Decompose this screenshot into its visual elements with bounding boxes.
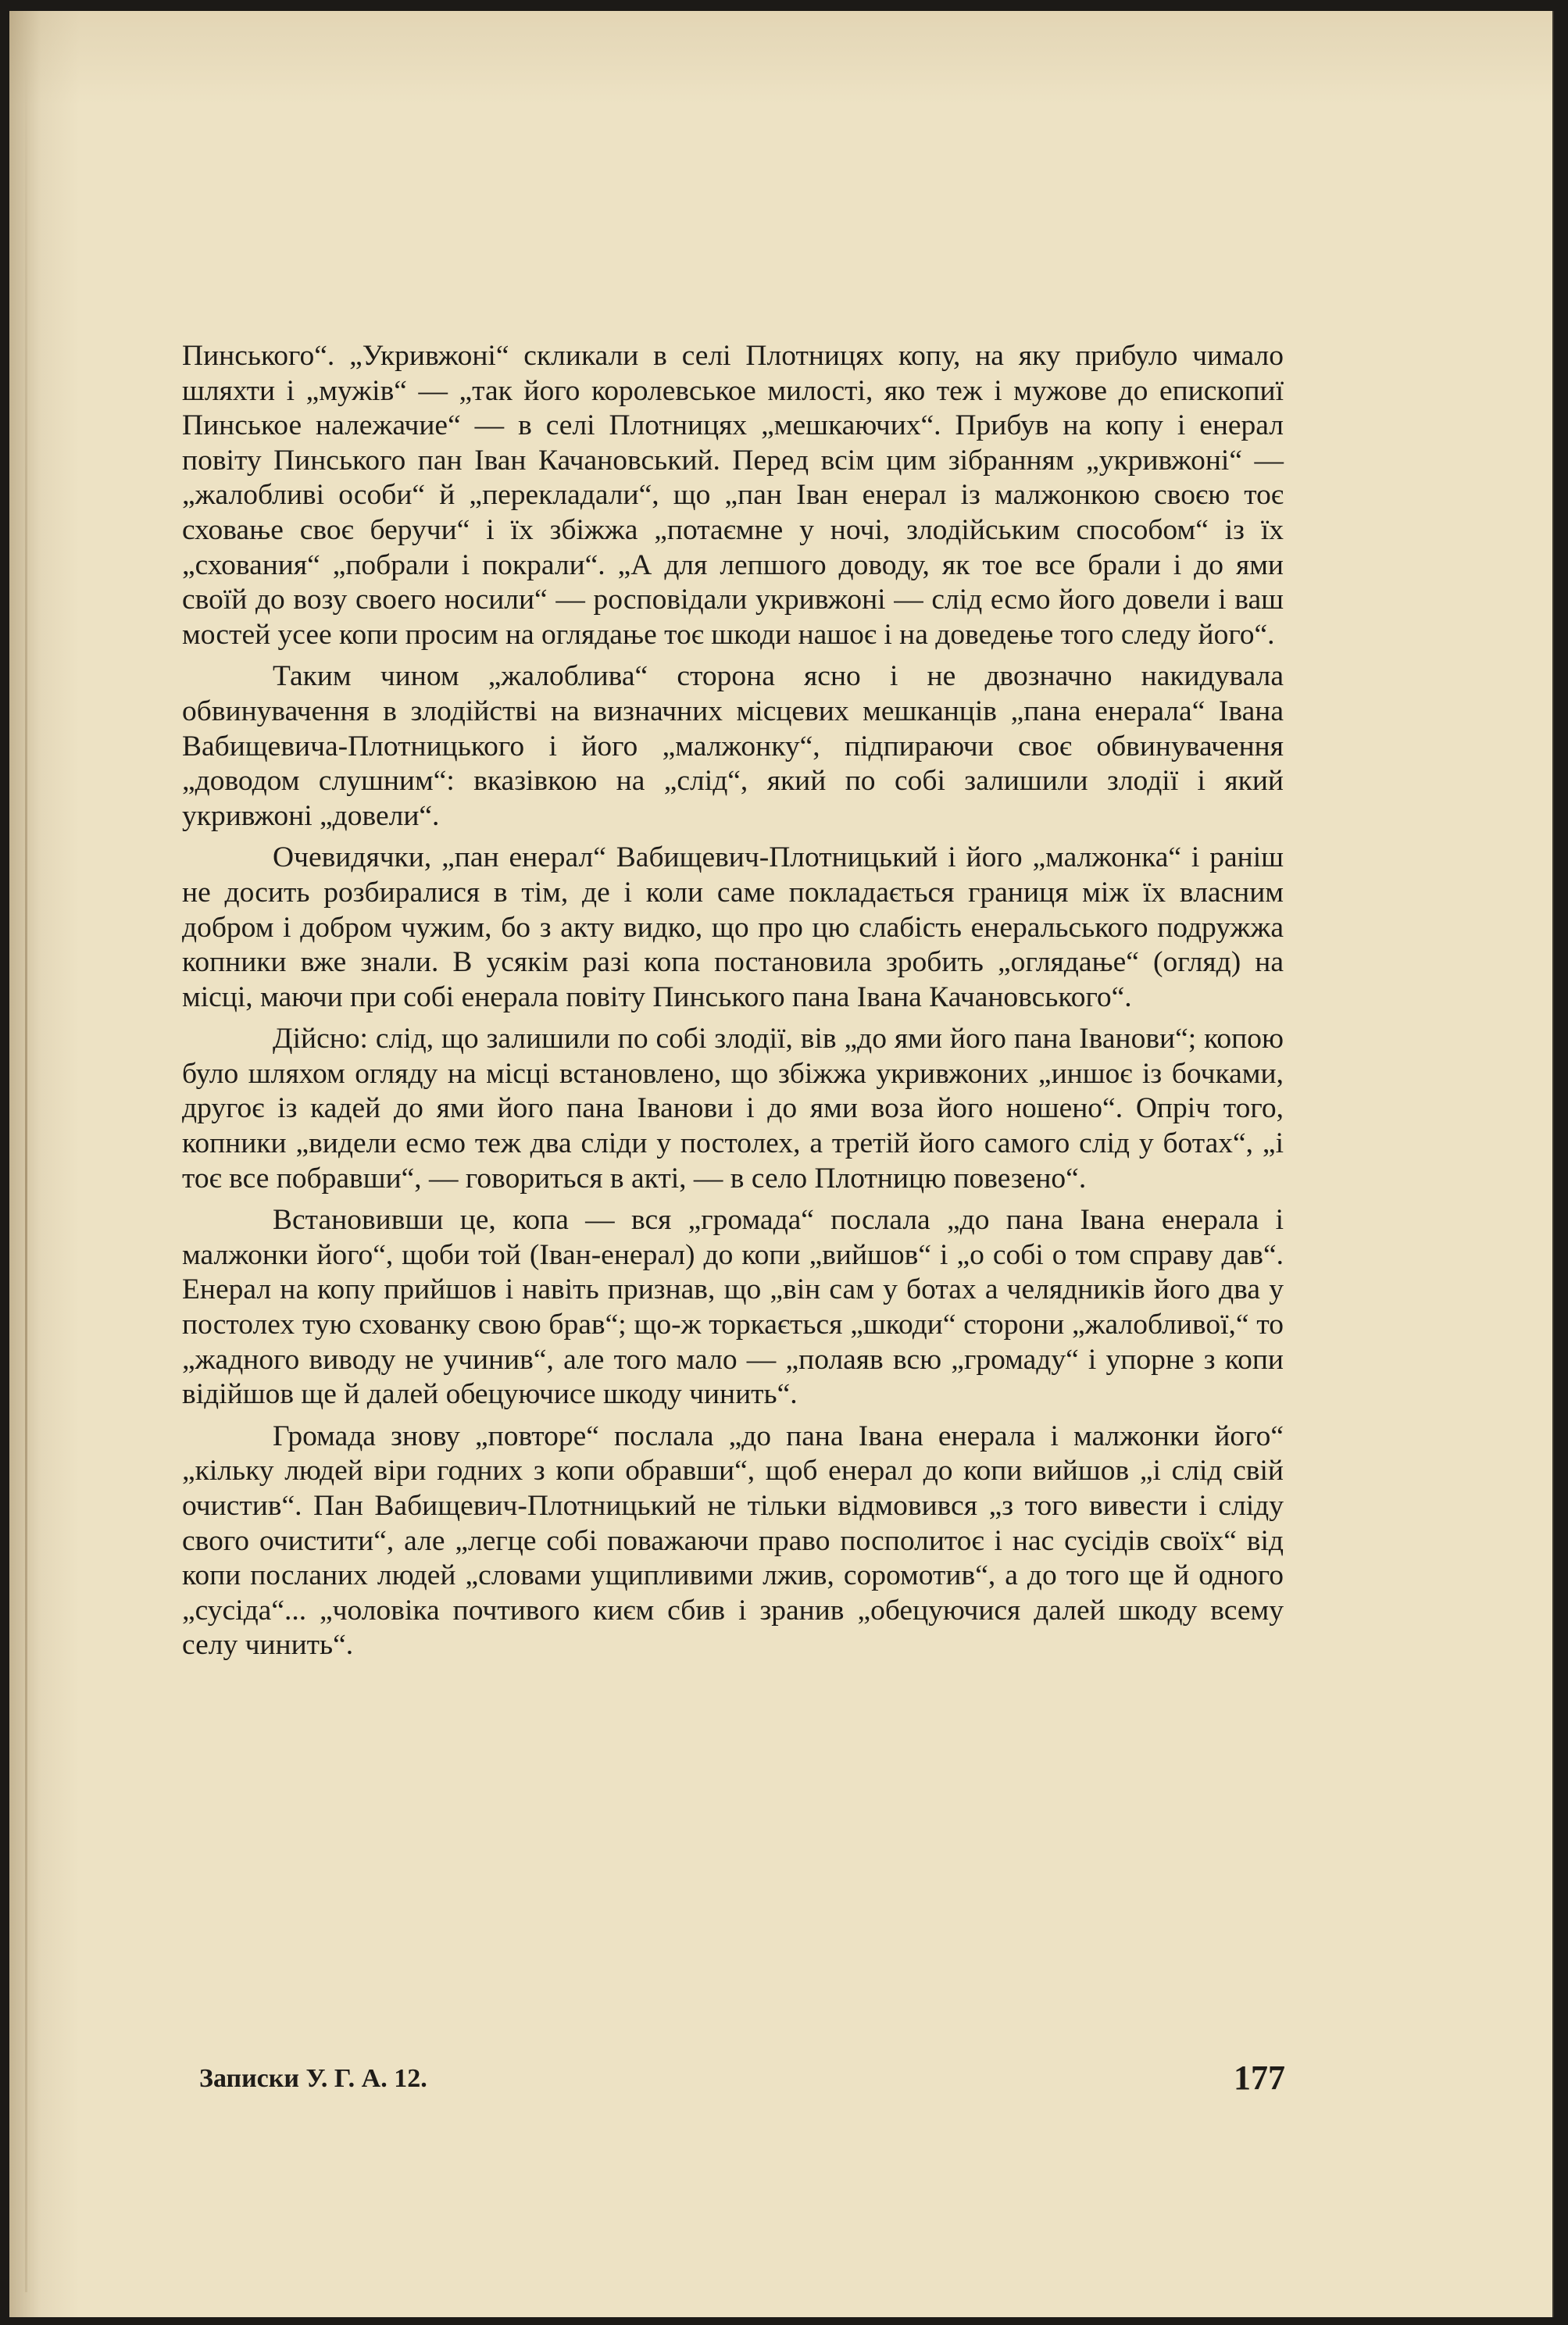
paragraph: Пинського“. „Укривжоні“ скликали в селі Плотницях копу, на яку прибуло чимало шляхти і „мужів“ — „так його королевськое милості, яко теж і мужове до епископиї Пинськое належачие“ — в селі Плотницях „мешкаючих“. Прибув на копу і енерал повіту Пинського пан Іван Качановський. Перед всім цим зібранням „укривжоні“ — „жалобливі особи“ й „перекладали“, що „пан Іван енерал із малжонкою своєю тоє сховање своє беручи“ і їх збіжжа „потаємне у ночі, злодійським способом“ із їх „схования“ „побрали і покрали“. „А для лепшого доводу, як тое все брали і до ями своїй до возу своего носили“ — росповідали укривжоні — слід есмо його довели і ваш мостей усее копи просим на оглядање тоє шкоди нашоє і на доведење того следу його“. xyxy=(182,340,1284,651)
running-footer-title: Записки У. Г. А. 12. xyxy=(199,2064,427,2093)
paragraph: Таким чином „жалоблива“ сторона ясно і не двозначно накидувала обвинувачення в злодійстві на визначних місцевих мешканців „пана енерала“ Івана Вабищевича-Плотницького і його „малжонку“, підпираючи своє обвинувачення „доводом слушним“: вказівкою на „слід“, який по собі залишили злодії і який укривжоні „довели“. xyxy=(182,660,1284,832)
paragraph: Встановивши це, копа — вся „громада“ послала „до пана Івана енерала і малжонки його“, щоби той (Іван-енерал) до копи „вийшов“ і „о собі о том справу дав“. Енерал на копу прийшов і навіть признав, що „він сам у ботах а челядників його два у постолех тую схованку свою брав“; що-ж торкається „шкоди“ сторони „жалобливої,“ то „жадного виводу не учинив“, але того мало — „полаяв всю „громаду“ і упорне з копи відійшов ще й далей обецуючисе шкоду чинить“. xyxy=(182,1204,1284,1411)
page-footer xyxy=(199,2055,1285,2102)
body-text xyxy=(182,339,1284,1670)
book-page xyxy=(9,11,1554,2317)
paragraph: Громада знову „повторе“ послала „до пана Івана енерала і малжонки його“ „кільку людей віри годних з копи обравши“, щоб енерал до копи вийшов „і слід свій очистив“. Пан Вабищевич-Плотницький не тільки відмовився „з того вивести і сліду свого очистити“, але „легце собі поважаючи право посполитоє і нас сусідів своїх“ від копи посланих людей „словами ущипливими лжив, соромотив“, а до того ще й одного „сусіда“... „чоловіка почтивого києм сбив і зранив „обецуючися далей шкоду всему селу чинить“. xyxy=(182,1420,1284,1662)
paragraph: Дійсно: слід, що залишили по собі злодії, вів „до ями його пана Іванови“; копою було шляхом огляду на місці встановлено, що збіжжа укривжоних „иншоє із бочками, другоє із кадей до ями його пана Іванови і до ями воза його ношено“. Опріч того, копники „видели есмо теж два сліди у постолех, а третій його самого слід у ботах“, „і тоє все побравши“, — говориться в акті, — в село Плотницю повезено“. xyxy=(182,1023,1284,1195)
page-number: 177 xyxy=(1234,2059,1285,2097)
page-gutter-shadow xyxy=(25,58,27,2292)
paragraph: Очевидячки, „пан енерал“ Вабищевич-Плотницький і його „малжонка“ і раніш не досить розбиралися в тім, де і коли саме покладається границя між їх власним добром і добром чужим, бо з акту видко, що про цю слабість енеральського подружжа копники вже знали. В усякім разі копа постановила зробить „оглядање“ (огляд) на місці, маючи при собі енерала повіту Пинського пана Івана Качановського“. xyxy=(182,841,1284,1013)
